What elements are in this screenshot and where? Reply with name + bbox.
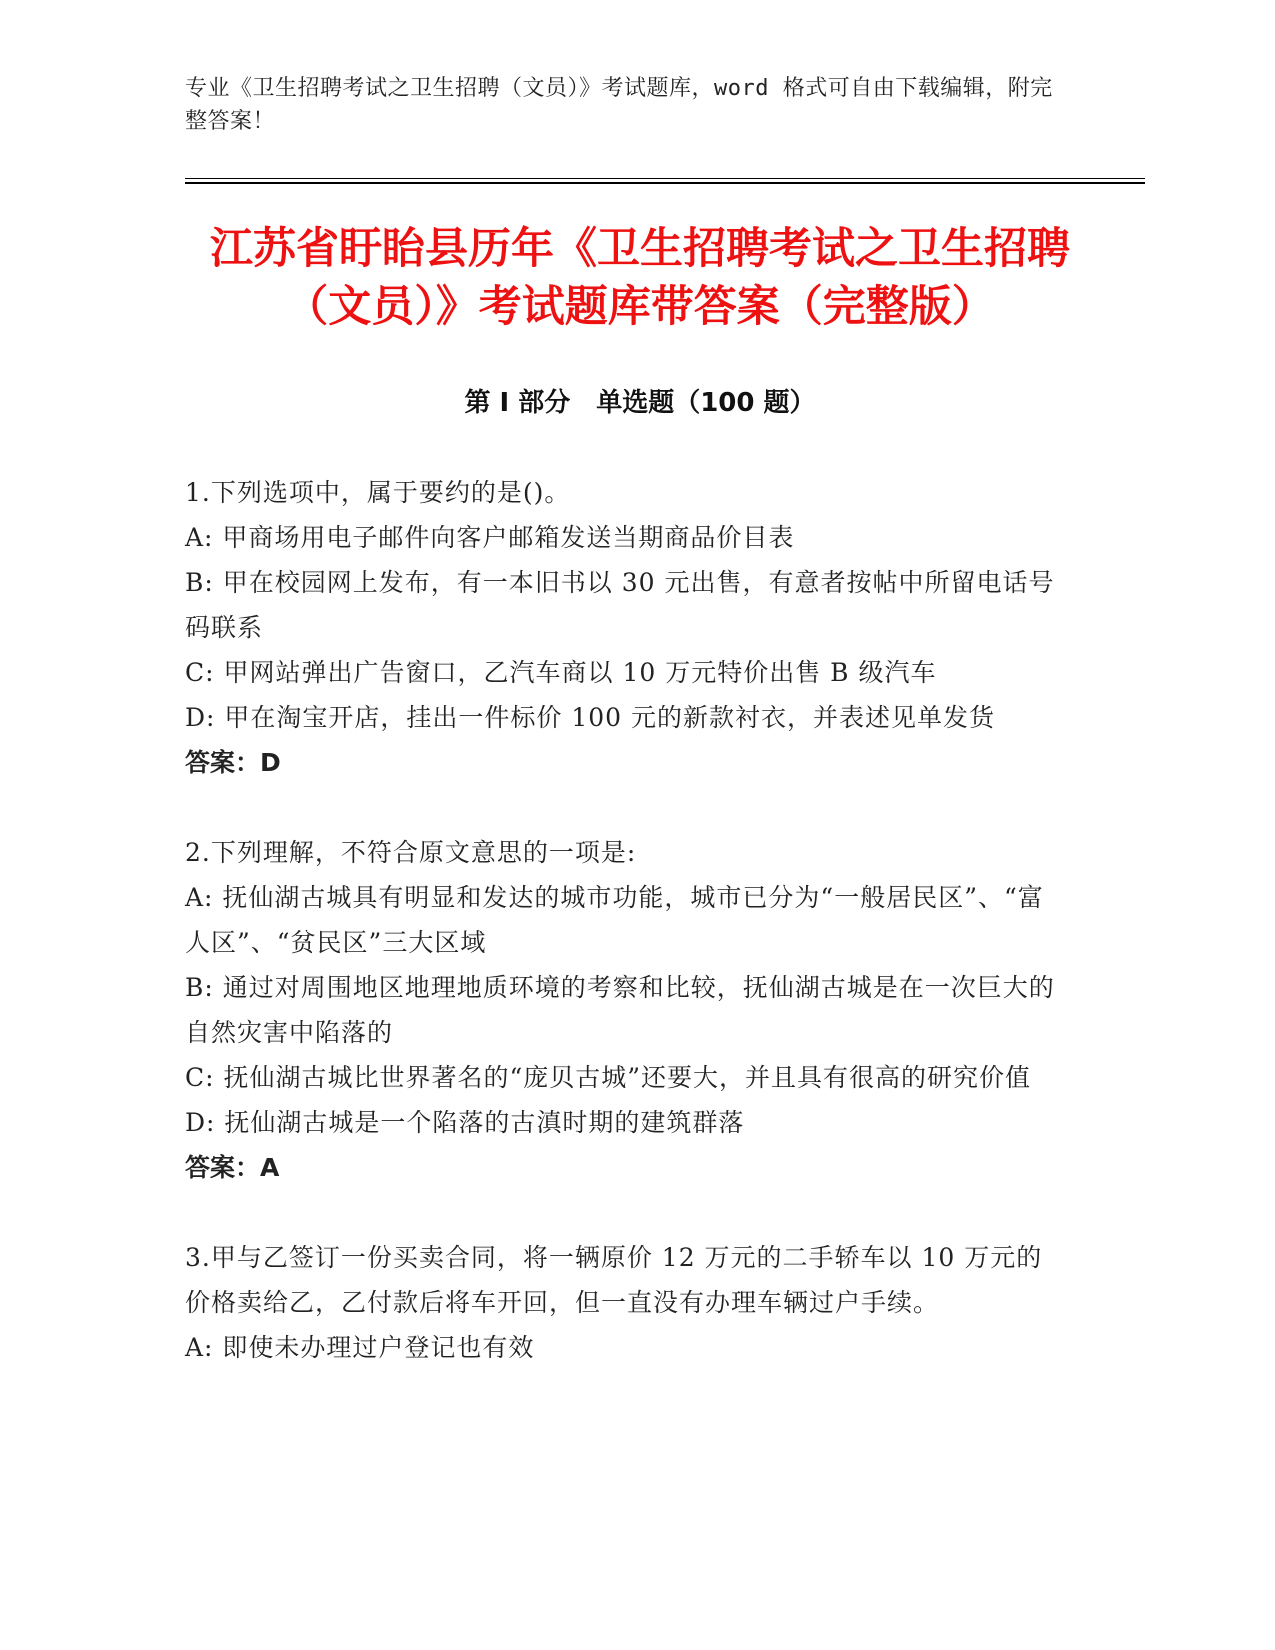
option-c: C: 甲网站弹出广告窗口，乙汽车商以 10 万元特价出售 B 级汽车 (185, 658, 937, 687)
option-a: A: 即使未办理过户登记也有效 (185, 1333, 535, 1362)
option-d: D: 甲在淘宝开店，挂出一件标价 100 元的新款衬衣，并表述见单发货 (185, 703, 996, 732)
option-b: B: 甲在校园网上发布，有一本旧书以 30 元出售，有意者按帖中所留电话号码联系 (185, 568, 1055, 642)
question-stem: 3.甲与乙签订一份买卖合同，将一辆原价 12 万元的二手轿车以 10 万元的价格卖给乙，乙付款后将车开回，但一直没有办理车辆过户手续。 (185, 1243, 1043, 1317)
option-a: A: 抚仙湖古城具有明显和发达的城市功能，城市已分为“一般居民区”、“富人区”、“贫民区”三大区域 (185, 883, 1044, 957)
answer-line: 答案：A (185, 1153, 280, 1182)
question-stem: 2.下列理解，不符合原文意思的一项是: (185, 838, 637, 867)
header-divider-thin (185, 178, 1145, 179)
option-b: B: 通过对周围地区地理地质环境的考察和比较，抚仙湖古城是在一次巨大的自然灾害中陷落的 (185, 973, 1055, 1047)
section-title: 第 I 部分 单选题（100 题） (464, 388, 816, 418)
option-d: D: 抚仙湖古城是一个陷落的古滇时期的建筑群落 (185, 1108, 745, 1137)
document-title: 江苏省盱眙县历年《卫生招聘考试之卫生招聘（文员）》考试题库带答案（完整版） (210, 224, 1070, 332)
question-1 (185, 470, 1065, 785)
answer-line: 答案：D (185, 748, 281, 777)
header-note: 专业《卫生招聘考试之卫生招聘（文员）》考试题库，word 格式可自由下载编辑，附完整答案！ (185, 76, 1053, 134)
question-2 (185, 830, 1065, 1190)
question-stem: 1.下列选项中，属于要约的是()。 (185, 478, 571, 507)
option-c: C: 抚仙湖古城比世界著名的“庞贝古城”还要大，并且具有很高的研究价值 (185, 1063, 1032, 1092)
question-list (185, 470, 1065, 1415)
header-divider-thick (185, 182, 1145, 184)
option-a: A: 甲商场用电子邮件向客户邮箱发送当期商品价目表 (185, 523, 795, 552)
question-3 (185, 1235, 1065, 1370)
